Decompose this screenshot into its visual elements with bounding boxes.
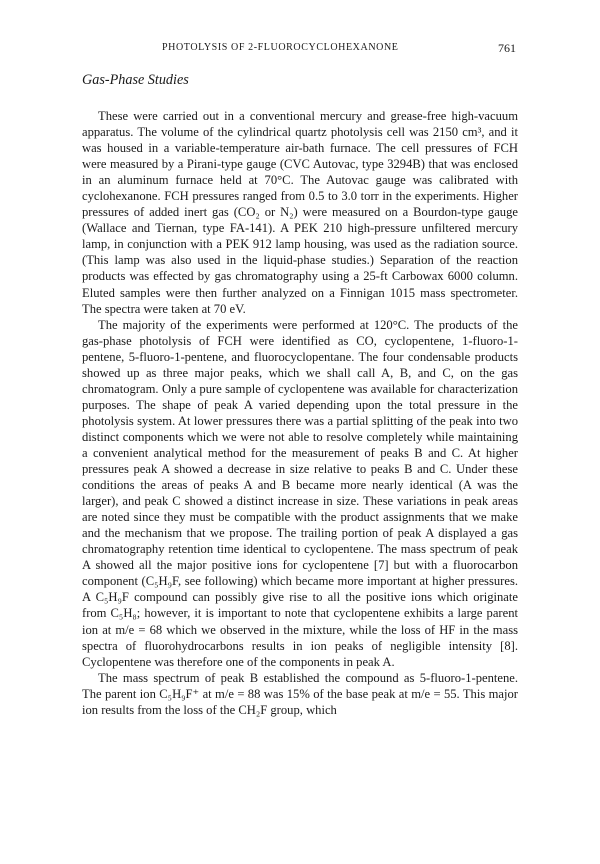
running-title: PHOTOLYSIS OF 2-FLUOROCYCLOHEXANONE [162,42,399,53]
paragraph-products: The majority of the experiments were performed at 120°C. The products of the gas-phase photolysis of FCH were identified as CO, cyclopentene, 1-fluoro-1-pentene, 5-fluoro-1-pentene, and fluorocyclopentane. The four condensable products showed up as three major peaks, which we shall call A, B, and C, on the gas chromatogram. Only a pure sample of cyclopentene was available for characterization purposes. The shape of peak A varied depending upon the total pressure in the photolysis system. At lower pressures there was a partial splitting of the peak into two distinct components which we were not able to resolve completely while maintaining a convenient analytical method for the measurement of peaks B and C. At higher pressures peak A showed a decrease in size relative to peaks B and C. Under these conditions the areas of peaks A and B became more nearly identical (A was the larger), and peak C showed a distinct increase in size. These variations in peak areas are noted since they must be compatible with the product assignments that we make and the mechanism that we propose. The trailing portion of peak A displayed a gas chromatography retention time identical to cyclopentene. The mass spectrum of peak A showed all the major positive ions for cyclopentene [7] but with a fluorocarbon component (C₅H₉F, see following) which became more important at higher pressures. A C₅H₉F compound can possibly give rise to all the positive ions which originate from C₅H₈; however, it is important to note that cyclopentene exhibits a large parent ion at m/e = 68 which we observed in the mixture, while the loss of HF in the mass spectra of fluorohydrocarbons results in ion peaks of negligible intensity [8]. Cyclopentene was therefore one of the components in peak A. [82,317,518,669]
section-heading: Gas-Phase Studies [82,72,189,88]
body-text [82,108,518,718]
paragraph-peak-b: The mass spectrum of peak B established the compound as 5-fluoro-1-pentene. The parent ion C₅H₉F⁺ at m/e = 88 was 15% of the base peak at m/e = 55. This major ion results from the loss of the CH₂F group, which [82,670,518,717]
paragraph-apparatus: These were carried out in a conventional mercury and grease-free high-vacuum apparatus. The volume of the cylindrical quartz photolysis cell was 2150 cm³, and it was housed in a variable-temperature air-bath furnace. The cell pressures of FCH were measured by a Pirani-type gauge (CVC Autovac, type 3294B) that was enclosed in an aluminum furnace held at 70°C. The Autovac gauge was calibrated with cyclohexanone. FCH pressures ranged from 0.5 to 3.0 torr in the experiments. Higher pressures of added inert gas (CO₂ or N₂) were measured on a Bourdon-type gauge (Wallace and Tiernan, type FA-141). A PEK 210 high-pressure unfiltered mercury lamp, in conjunction with a PEK 912 lamp housing, was used as the radiation source. (This lamp was also used in the liquid-phase studies.) Separation of the reaction products was effected by gas chromatography using a 25-ft Carbowax 6000 column. Eluted samples were then further analyzed on a Finnigan 1015 mass spectrometer. The spectra were taken at 70 eV. [82,109,518,316]
page-number: 761 [498,41,516,55]
